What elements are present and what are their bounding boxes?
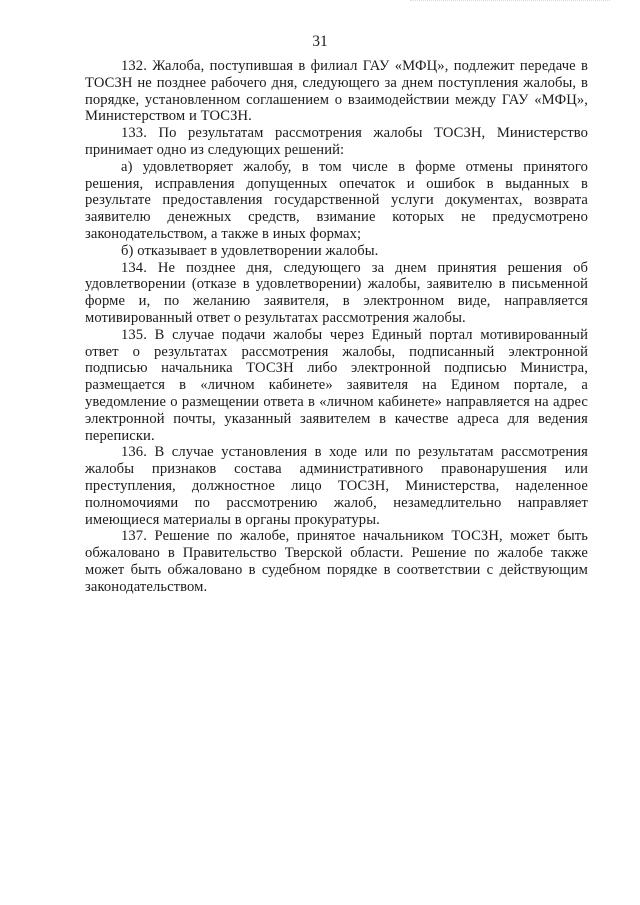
paragraph-136: 136. В случае установления в ходе или по результатам рассмотрения жалобы признаков состава административного правонарушения или преступления, должностное лицо ТОСЗН, Министерства, наделенное полномочиями по рассмотрению жалоб, незамедлительно направляет имеющиеся материалы в органы прокуратуры. <box>85 444 588 528</box>
header-scan-artifact <box>410 0 610 7</box>
paragraph-133: 133. По результатам рассмотрения жалобы ТОСЗН, Министерство принимает одно из следующих решений: <box>85 125 588 158</box>
paragraph-135: 135. В случае подачи жалобы через Единый портал мотивированный ответ о результатах рассмотрения жалобы, подписанный электронной подписью начальника ТОСЗН либо электронной подписью Министра, размещается в «личном кабинете» заявителя на Едином портале, а уведомление о размещении ответа в «личном кабинете» направляется на адрес электронной почты, указанный заявителем в качестве адреса для ведения переписки. <box>85 326 588 444</box>
paragraph-133-a: а) удовлетворяет жалобу, в том числе в форме отмены принятого решения, исправления допущенных опечаток и ошибок в выданных в результате предоставления государственной услуги документах, возврата заявителю денежных средств, взимание которых не предусмотрено законодательством, а также в иных формах; <box>85 158 588 242</box>
paragraph-134: 134. Не позднее дня, следующего за днем принятия решения об удовлетворении (отказе в удовлетворении) жалобы, заявителю в письменной форме и, по желанию заявителя, в электронном виде, направляется мотивированный ответ о результатах рассмотрения жалобы. <box>85 259 588 326</box>
paragraph-133-b: б) отказывает в удовлетворении жалобы. <box>121 242 379 259</box>
paragraph-137: 137. Решение по жалобе, принятое начальником ТОСЗН, может быть обжаловано в Правительство Тверской области. Решение по жалобе также может быть обжаловано в судебном порядке в соответствии с действующим законодательством. <box>85 528 588 595</box>
document-body <box>85 58 588 596</box>
page-number: 31 <box>312 33 328 50</box>
paragraph-132: 132. Жалоба, поступившая в филиал ГАУ «МФЦ», подлежит передаче в ТОСЗН не позднее рабочего дня, следующего за днем поступления жалобы, в порядке, установленном соглашением о взаимодействии между ГАУ «МФЦ», Министерством и ТОСЗН. <box>85 58 588 125</box>
